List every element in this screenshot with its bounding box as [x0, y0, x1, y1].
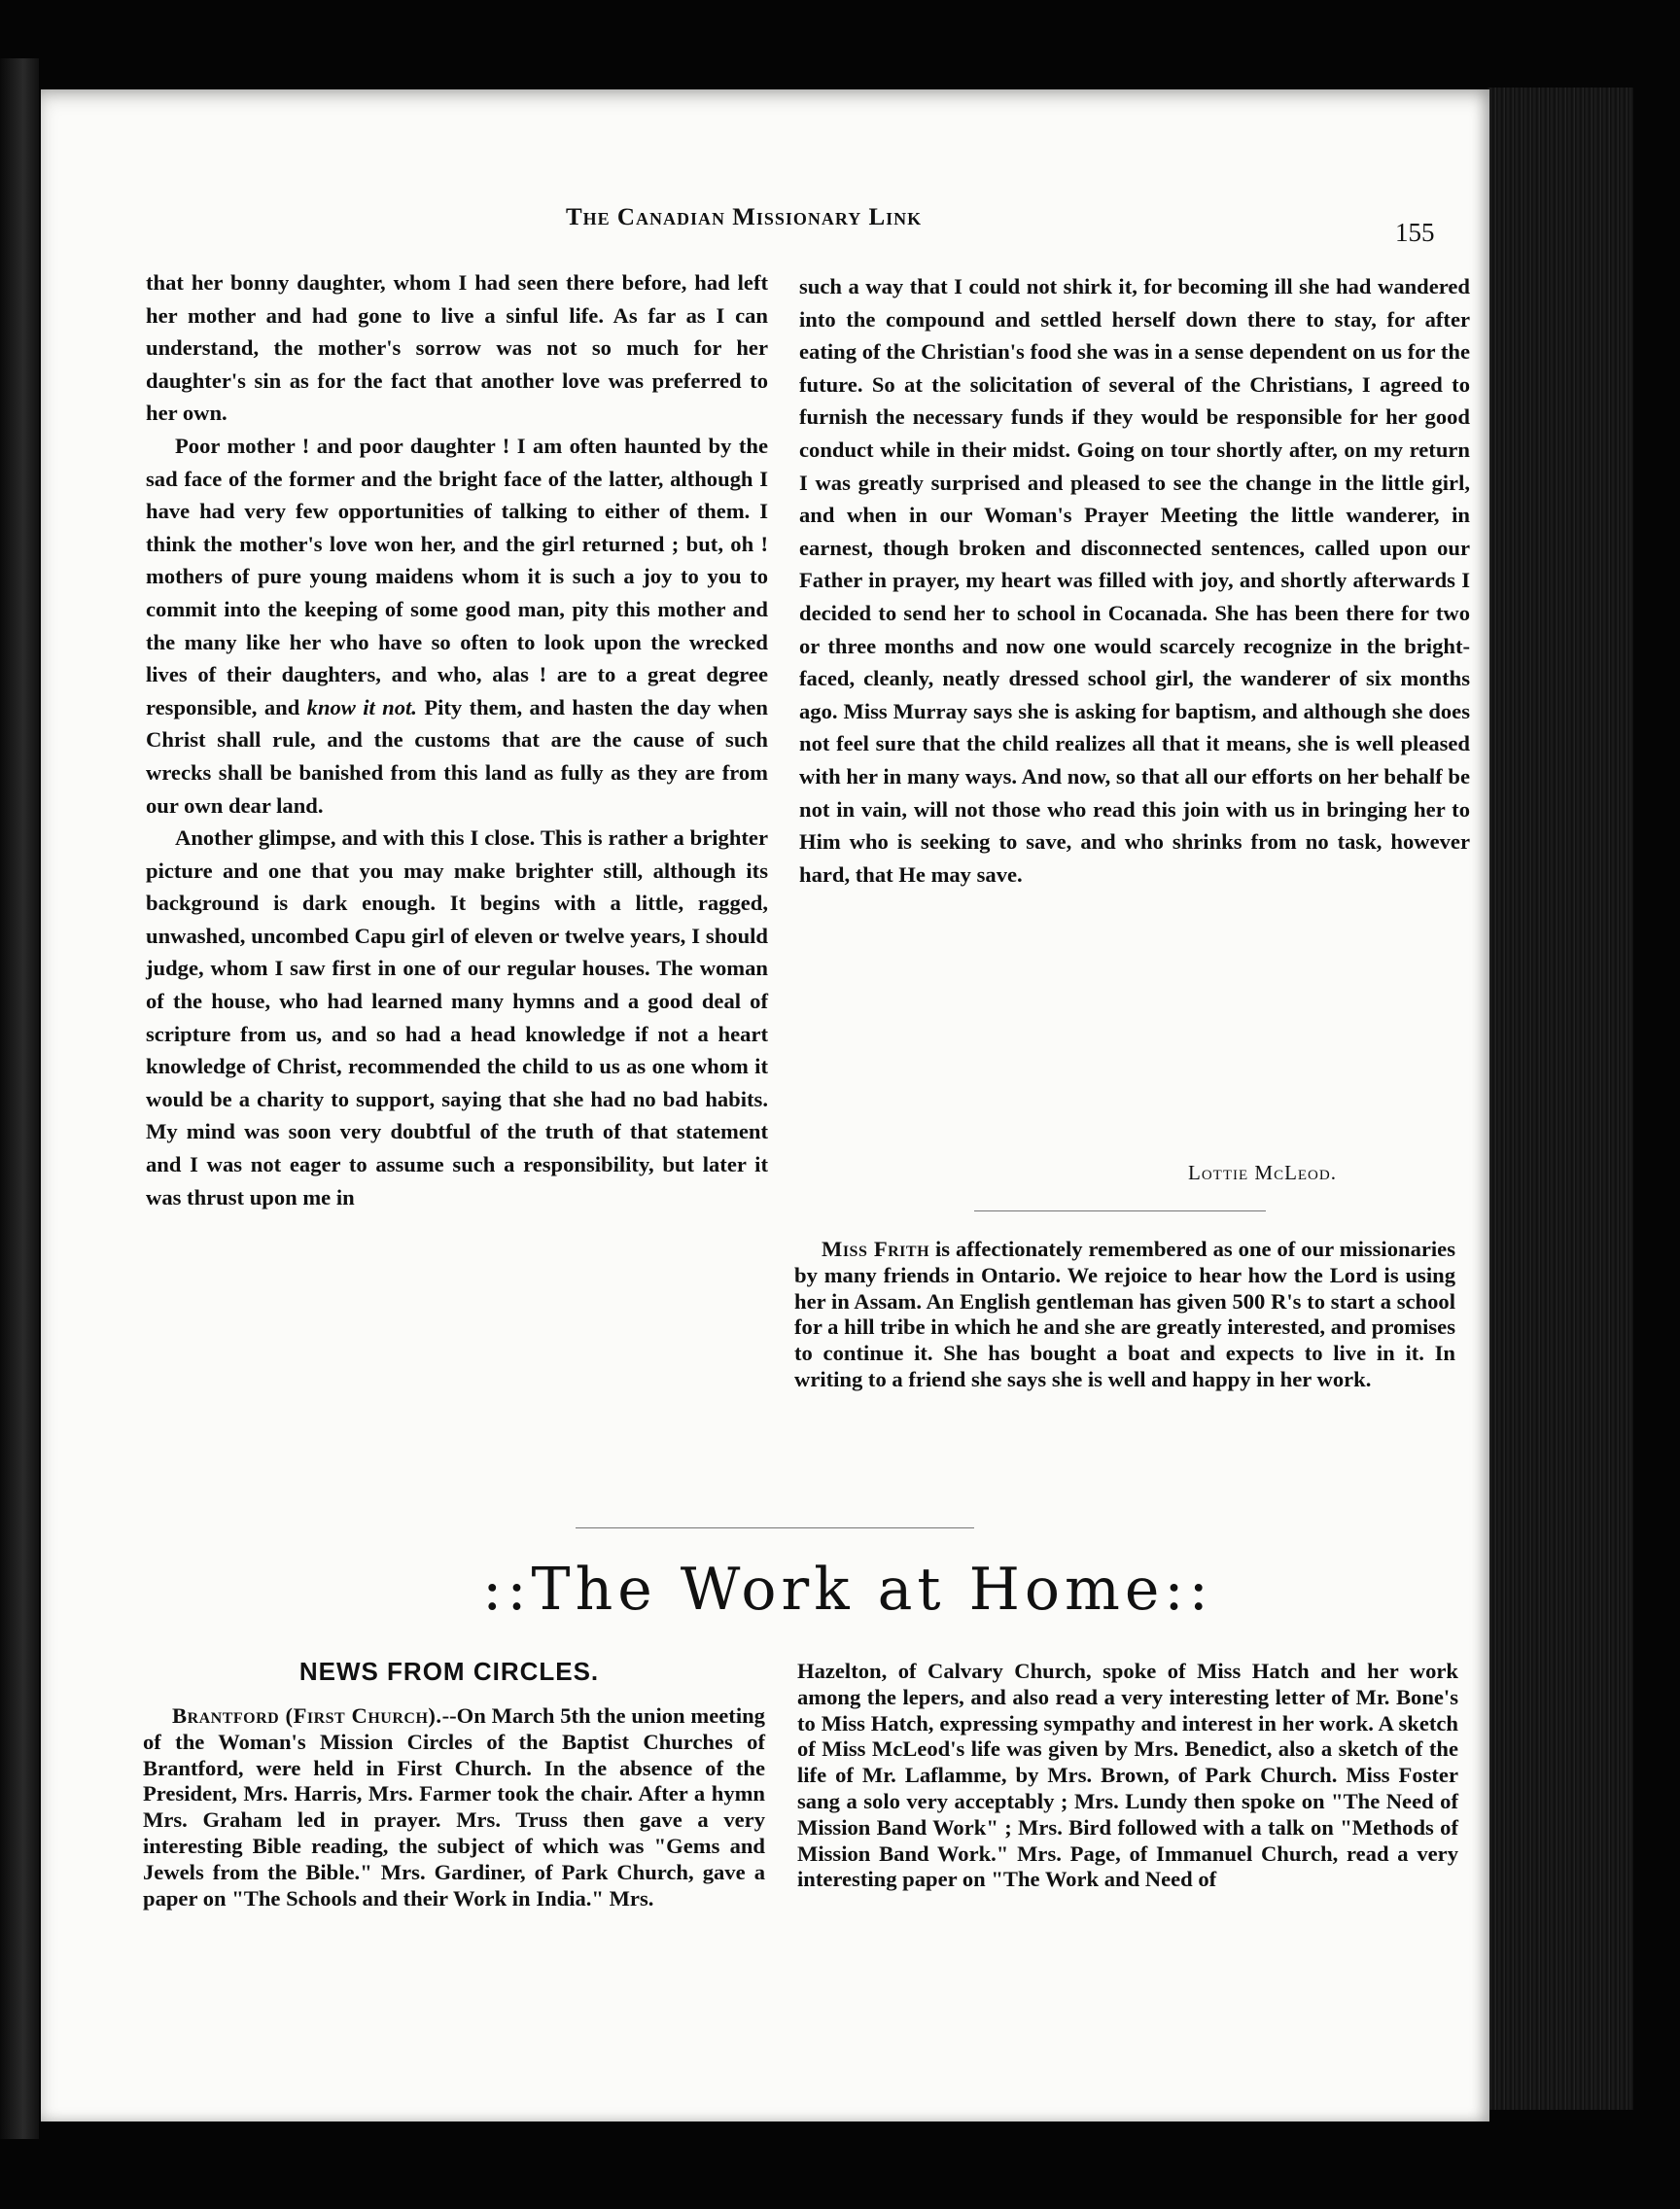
italic-phrase: know it not. [306, 694, 417, 719]
report-text: --On March 5th the union meeting of the Woman's Mission Circles of the Baptist Churches of Brantford, were held in First Church. In the absence of the President, Mrs. Harris, Mrs. Farmer took the chair. After a hymn Mrs. Graham led in prayer. Mrs. Truss then gave a very interesting Bible reading, the subject of which was "Gems and Jewels from the Bible." Mrs. Gardiner, of Park Church, gave a paper on "The Schools and their Work in India." Mrs. [143, 1703, 765, 1911]
divider [576, 1527, 974, 1528]
divider [974, 1210, 1266, 1211]
circles-left-column [143, 1703, 765, 1911]
circles-right-column [797, 1659, 1458, 1893]
section-title: ::The Work at Home:: [482, 1556, 1213, 1624]
page-number: 155 [1395, 218, 1435, 247]
paragraph-text: Pity them, and hasten the day when Christ shall rule, and the customs that are the cause of such wrecks shall be banished from this land as fully as they are from our own dear land. [146, 694, 768, 818]
running-head: The Canadian Missionary Link [566, 204, 923, 230]
paragraph-text: Poor mother ! and poor daughter ! I am often haunted by the sad face of the former and the bright face of the latter, although I have had very few opportunities of talking to either of them. I think the mother's love won her, and the girl returned ; but, oh ! mothers of pure young maidens whom it is such a joy to you to commit into the keeping of some good man, pity this mother and the many like her who have so often to look upon the wrecked lives of their daughters, and who, alas ! are to a great degree responsible, and [146, 433, 768, 719]
book-spine-shadow [0, 58, 39, 2139]
author-signature: Lottie McLeod. [1188, 1161, 1337, 1184]
article-right-column [799, 270, 1470, 891]
book-page-edges [1488, 88, 1633, 2110]
paragraph [146, 430, 768, 822]
paragraph [794, 1237, 1455, 1393]
paragraph: such a way that I could not shirk it, for becoming ill she had wandered into the compound and settled herself down there to stay, for after eating of the Christian's food she was in a sense dependent on us for the future. So at the solicitation of several of the Christians, I agreed to furnish the necessary funds if they would be responsible for her good conduct while in their midst. Going on tour shortly after, on my return I was greatly surprised and pleased to see the change in the little girl, and when in our Woman's Prayer Meeting the little wanderer, in earnest, though broken and disconnected sentences, called upon our Father in prayer, my heart was filled with joy, and shortly afterwards I decided to send her to school in Cocanada. She has been there for two or three months and now one would scarcely recognize in the bright-faced, cleanly, neatly dressed school girl, the wanderer of six months ago. Miss Murray says she is asking for baptism, and although she does not feel sure that the child realizes all that it means, she is well pleased with her in many ways. And now, so that all our efforts on her behalf be not in vain, will not those who read this join with us in bringing her to Him who is seeking to save, and who shrinks from no task, however hard, that He may save. [799, 274, 1470, 887]
paragraph [143, 1703, 765, 1911]
section-subheading: NEWS FROM CIRCLES. [298, 1657, 600, 1686]
paragraph: that her bonny daughter, whom I had seen there before, had left her mother and had gone to live a sinful life. As far as I can understand, the mother's sorrow was not so much for her daughter's sin as for the fact that another love was preferred to her own. [146, 270, 768, 426]
note-text: is affectionately remembered as one of our missionaries by many friends in Ontario. We rejoice to hear how the Lord is using her in Assam. An English gentleman has given 500 R's to start a school for a hill tribe in which he and she are greatly interested, and promises to continue it. She has bought a boat and expects to live in it. In writing to a friend she says she is well and happy in her work. [794, 1237, 1456, 1391]
paragraph: Hazelton, of Calvary Church, spoke of Miss Hatch and her work among the lepers, and also read a very interesting letter of Mr. Bone's to Miss Hatch, expressing sympathy and interest in her work. A sketch of Miss McLeod's life was given by Mrs. Benedict, also a sketch of the life of Mr. Laflamme, by Mrs. Brown, of Park Church. Miss Foster sang a solo very acceptably ; Mrs. Lundy then spoke on "The Need of Mission Band Work" ; Mrs. Bird followed with a talk on "Methods of Mission Band Work." Mrs. Page, of Immanuel Church, read a very interesting paper on "The Work and Need of [797, 1659, 1458, 1892]
note-lead: Miss Frith [822, 1237, 930, 1261]
news-note [794, 1237, 1455, 1393]
article-left-column [146, 266, 768, 1213]
paragraph: Another glimpse, and with this I close. This is rather a brighter picture and one that you may make brighter still, although its background is dark enough. It begins with a little, ragged, unwashed, uncombed Capu girl of eleven or twelve years, I should judge, whom I saw first in one of our regular houses. The woman of the house, who had learned many hymns and a good deal of scripture from us, and so had a head knowledge if not a heart knowledge of Christ, recommended the child to us as one whom it would be a charity to support, saying that she had no bad habits. My mind was soon very doubtful of the truth of that statement and I was not eager to assume such a responsibility, but later it was thrust upon me in [146, 825, 768, 1210]
scanned-page [41, 89, 1489, 2121]
report-lead: Brantford (First Church). [172, 1703, 442, 1728]
